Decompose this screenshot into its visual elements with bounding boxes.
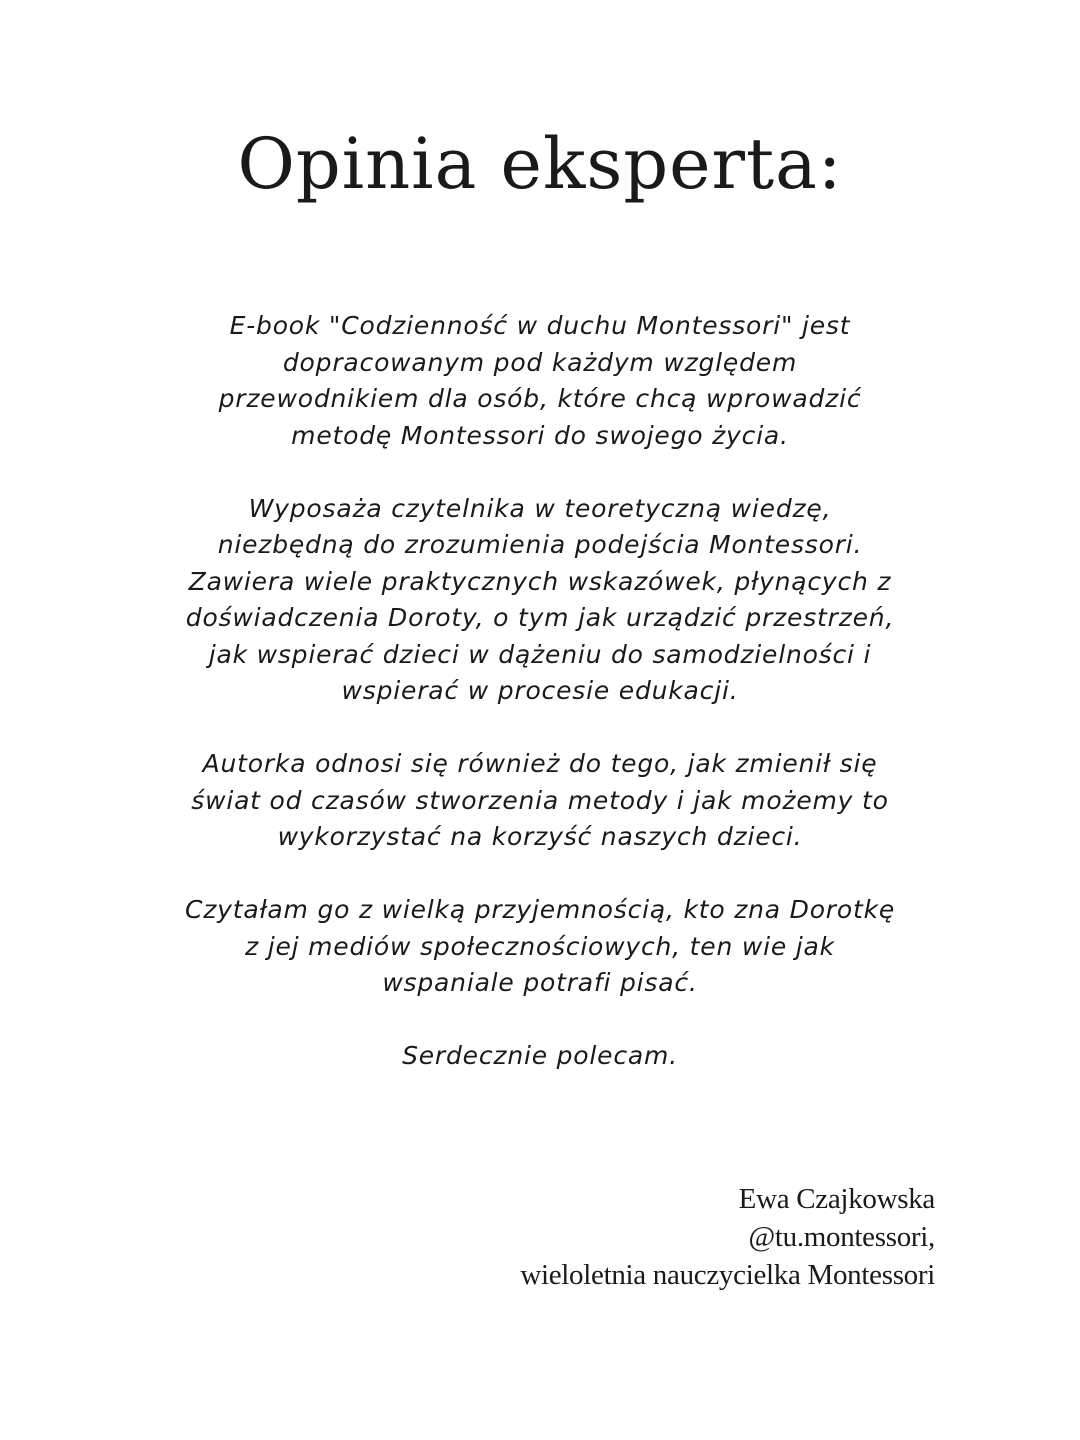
page-title: Opinia eksperta: <box>237 123 843 205</box>
review-paragraph-5: Serdecznie polecam. <box>402 1041 678 1070</box>
review-paragraph-4: Czytałam go z wielką przyjemnością, kto zna Dorotkę z jej mediów społecznościowych, ten wie jak wspaniale potrafi pisać. <box>184 895 896 997</box>
review-paragraph-3: Autorka odnosi się również do tego, jak zmienił się świat od czasów stworzenia metody i jak możemy to wykorzystać na korzyść naszych dzieci. <box>191 749 889 851</box>
author-role: wieloletnia nauczycielka Montessori <box>520 1259 935 1291</box>
review-paragraph-1: E-book "Codzienność w duchu Montessori" jest dopracowanym pod każdym względem przewodnikiem dla osób, które chcą wprowadzić metodę Montessori do swojego życia. <box>218 311 862 450</box>
author-handle: @tu.montessori, <box>748 1221 935 1253</box>
review-paragraph-2: Wyposaża czytelnika w teoretyczną wiedzę, niezbędną do zrozumienia podejścia Montessori. Zawiera wiele praktycznych wskazówek, płynących z doświadczenia Doroty, o tym jak urządzić przestrzeń, jak wspierać dzieci w dążeniu do samodzielności i wspierać w procesie edukacji. <box>185 493 895 705</box>
review-body <box>120 308 960 1075</box>
signature-block <box>415 1180 935 1294</box>
author-name: Ewa Czajkowska <box>738 1183 935 1215</box>
